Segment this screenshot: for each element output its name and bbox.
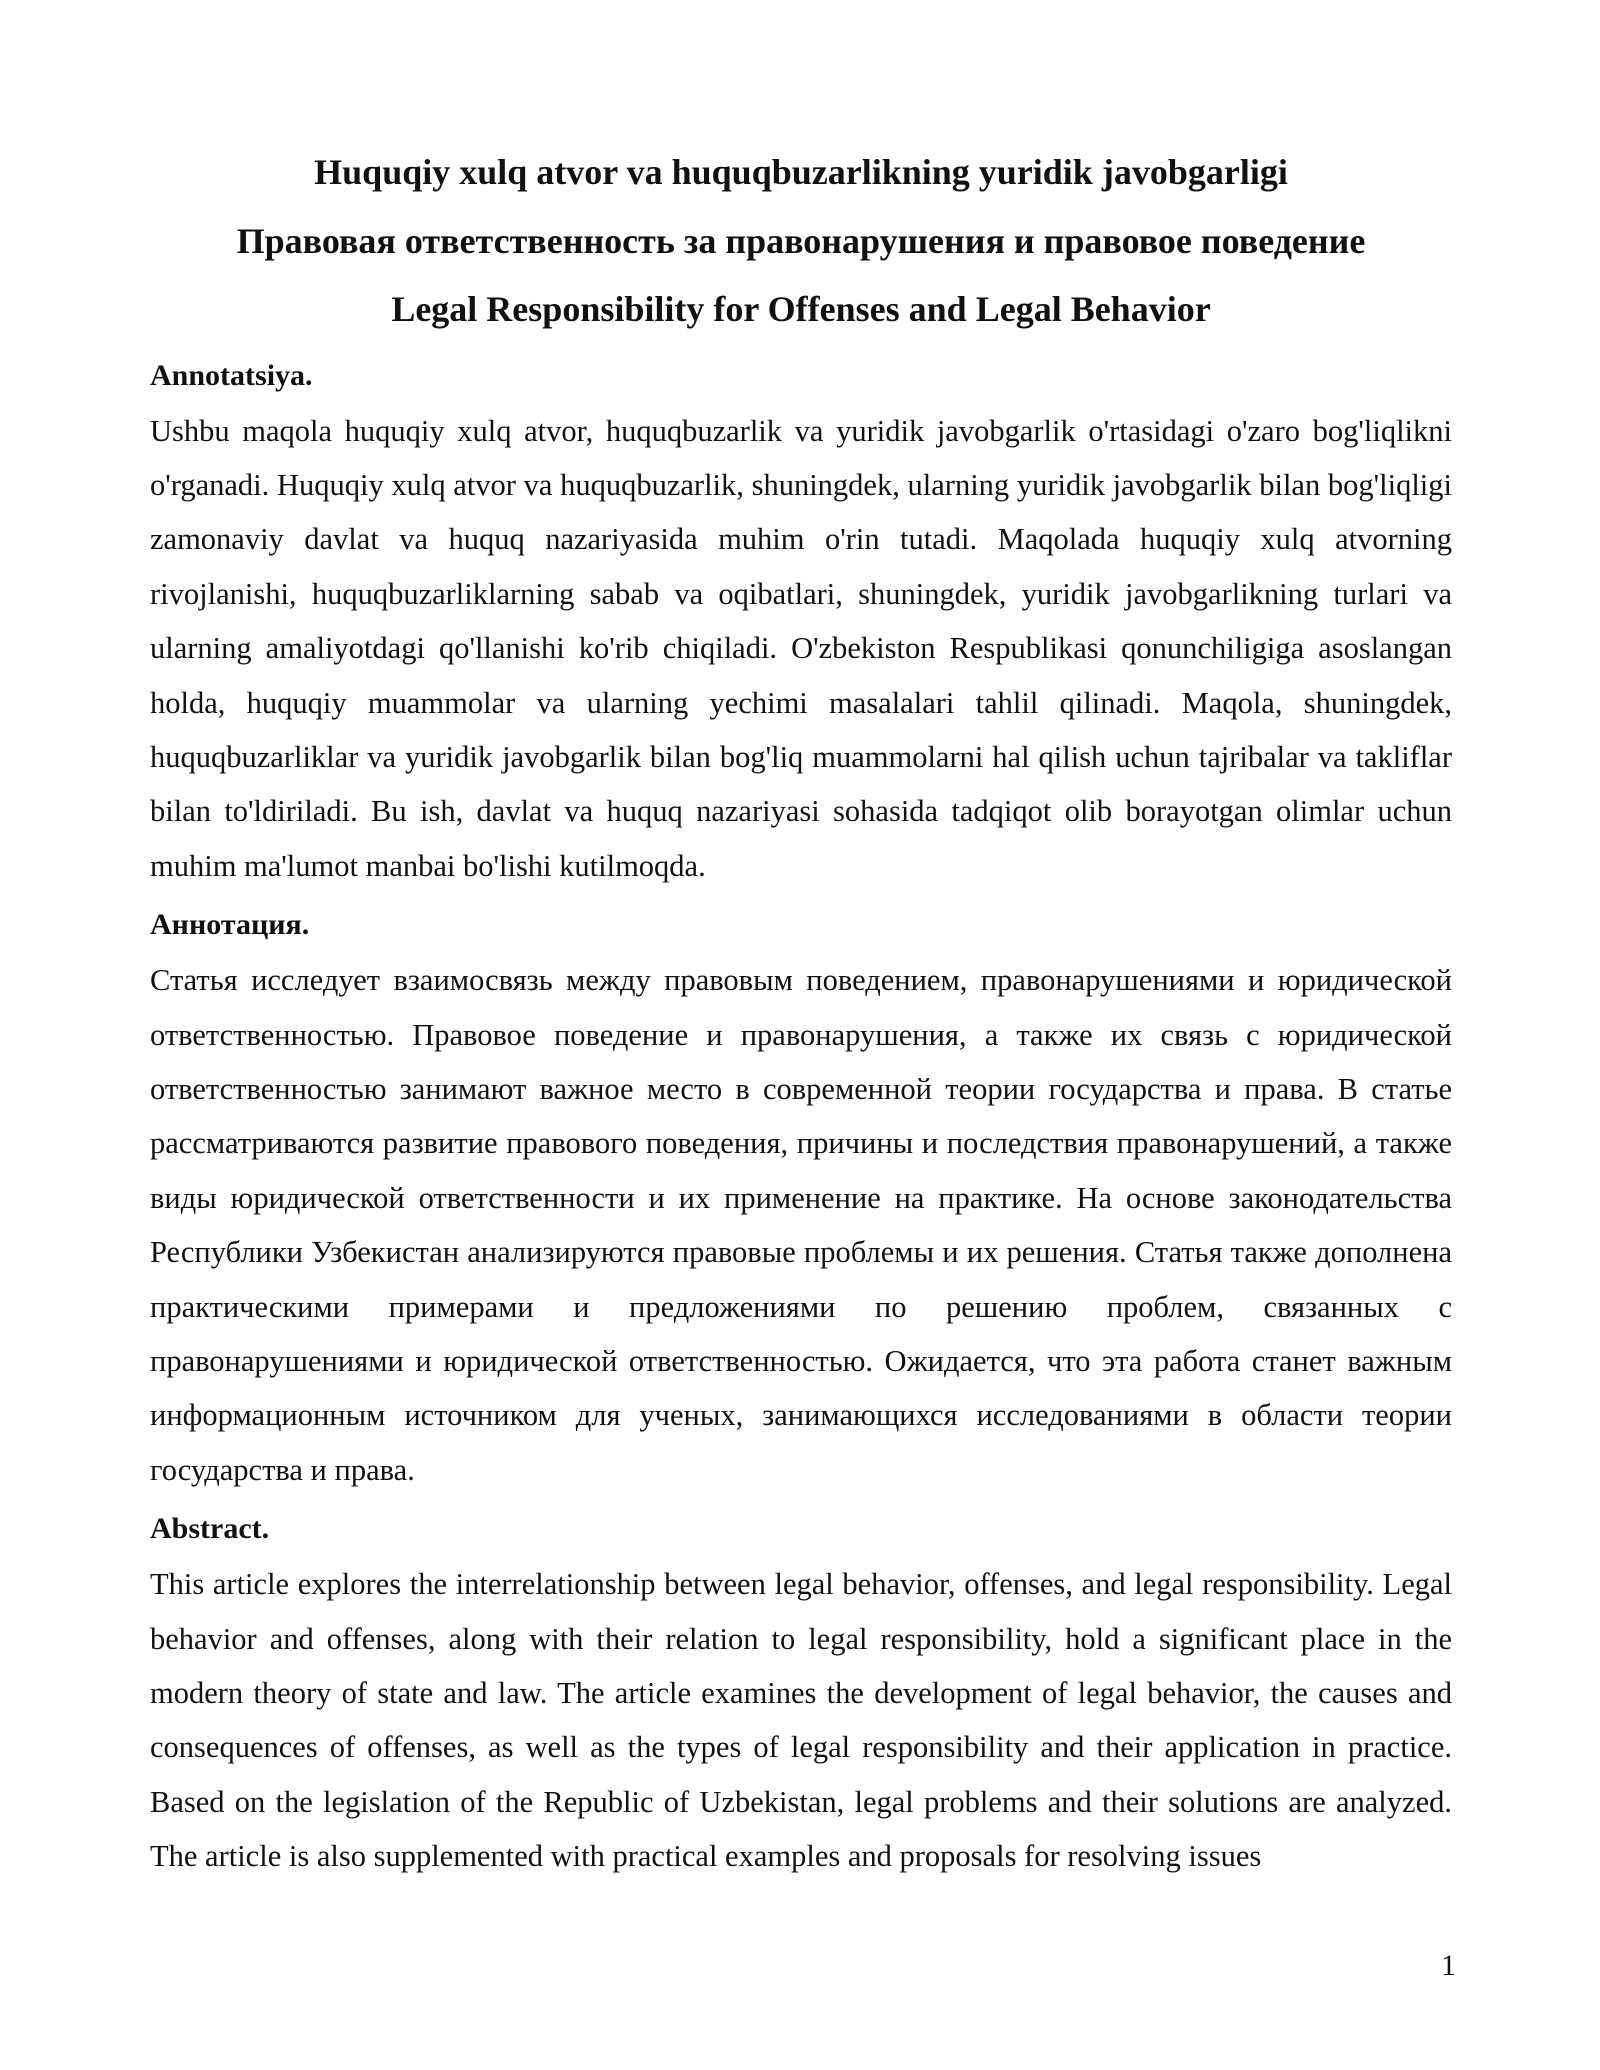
section-text-abstract: This article explores the interrelationship between legal behavior, offenses, and legal responsibility. Legal behavior and offenses, along with their relation to legal responsibility, hold a significant place in the modern theory of state and law. The article examines the development of legal behavior, the causes and consequences of offenses, as well as the types of legal responsibility and their application in practice. Based on the legislation of the Republic of Uzbekistan, legal problems and their solutions are analyzed. The article is also supplemented with practical examples and proposals for resolving issues bbox=[150, 1567, 1452, 1874]
section-annotatsiya-ru bbox=[150, 905, 1452, 1497]
section-heading-abstract: Abstract. bbox=[150, 1512, 270, 1546]
section-text-annotatsiya: Ushbu maqola huquqiy xulq atvor, huquqbuzarlik va yuridik javobgarlik o'rtasidagi o'zaro bog'liqlikni o'rganadi. Huquqiy xulq atvor va huquqbuzarlik, shuningdek, ularning yuridik javobgarlik bilan bog'liqligi zamonaviy davlat va huquq nazariyasida muhim o'rin tutadi. Maqolada huquqiy xulq atvorning rivojlanishi, huquqbuzarliklarning sabab va oqibatlari, shuningdek, yuridik javobgarlikning turlari va ularning amaliyotdagi qo'llanishi ko'rib chiqiladi. O'zbekiston Respublikasi qonunchiligiga asoslangan holda, huquqiy muammolar va ularning yechimi masalalari tahlil qilinadi. Maqola, shuningdek, huquqbuzarliklar va yuridik javobgarlik bilan bog'liq muammolarni hal qilish uchun tajribalar va takliflar bilan to'ldiriladi. Bu ish, davlat va huquq nazariyasi sohasida tadqiqot olib borayotgan olimlar uchun muhim ma'lumot manbai bo'lishi kutilmoqda. bbox=[150, 413, 1452, 883]
section-abstract bbox=[150, 1509, 1452, 1883]
title-uzbek: Huquqiy xulq atvor va huquqbuzarlikning yuridik javobgarligi bbox=[314, 152, 1288, 192]
section-annotatsiya bbox=[150, 356, 1452, 894]
page-number: 1 bbox=[1441, 1949, 1456, 1982]
section-heading-annotatsiya: Annotatsiya. bbox=[150, 358, 313, 392]
document-page bbox=[150, 138, 1452, 1884]
title-english: Legal Responsibility for Offenses and Legal Behavior bbox=[391, 289, 1211, 329]
section-text-annotatsiya-ru: Статья исследует взаимосвязь между правовым поведением, правонарушениями и юридической ответственностью. Правовое поведение и правонарушения, а также их связь с юридической ответственностью занимают важное место в современной теории государства и права. В статье рассматриваются развитие правового поведения, причины и последствия правонарушений, а также виды юридической ответственности и их применение на практике. На основе законодательства Республики Узбекистан анализируются правовые проблемы и их решения. Статья также дополнена практическими примерами и предложениями по решению проблем, связанных с правонарушениями и юридической ответственностью. Ожидается, что эта работа станет важным информационным источником для ученых, занимающихся исследованиями в области теории государства и права. bbox=[150, 963, 1452, 1487]
title-russian: Правовая ответственность за правонарушения и правовое поведение bbox=[236, 220, 1366, 261]
section-heading-annotatsiya-ru: Аннотация. bbox=[150, 908, 310, 942]
